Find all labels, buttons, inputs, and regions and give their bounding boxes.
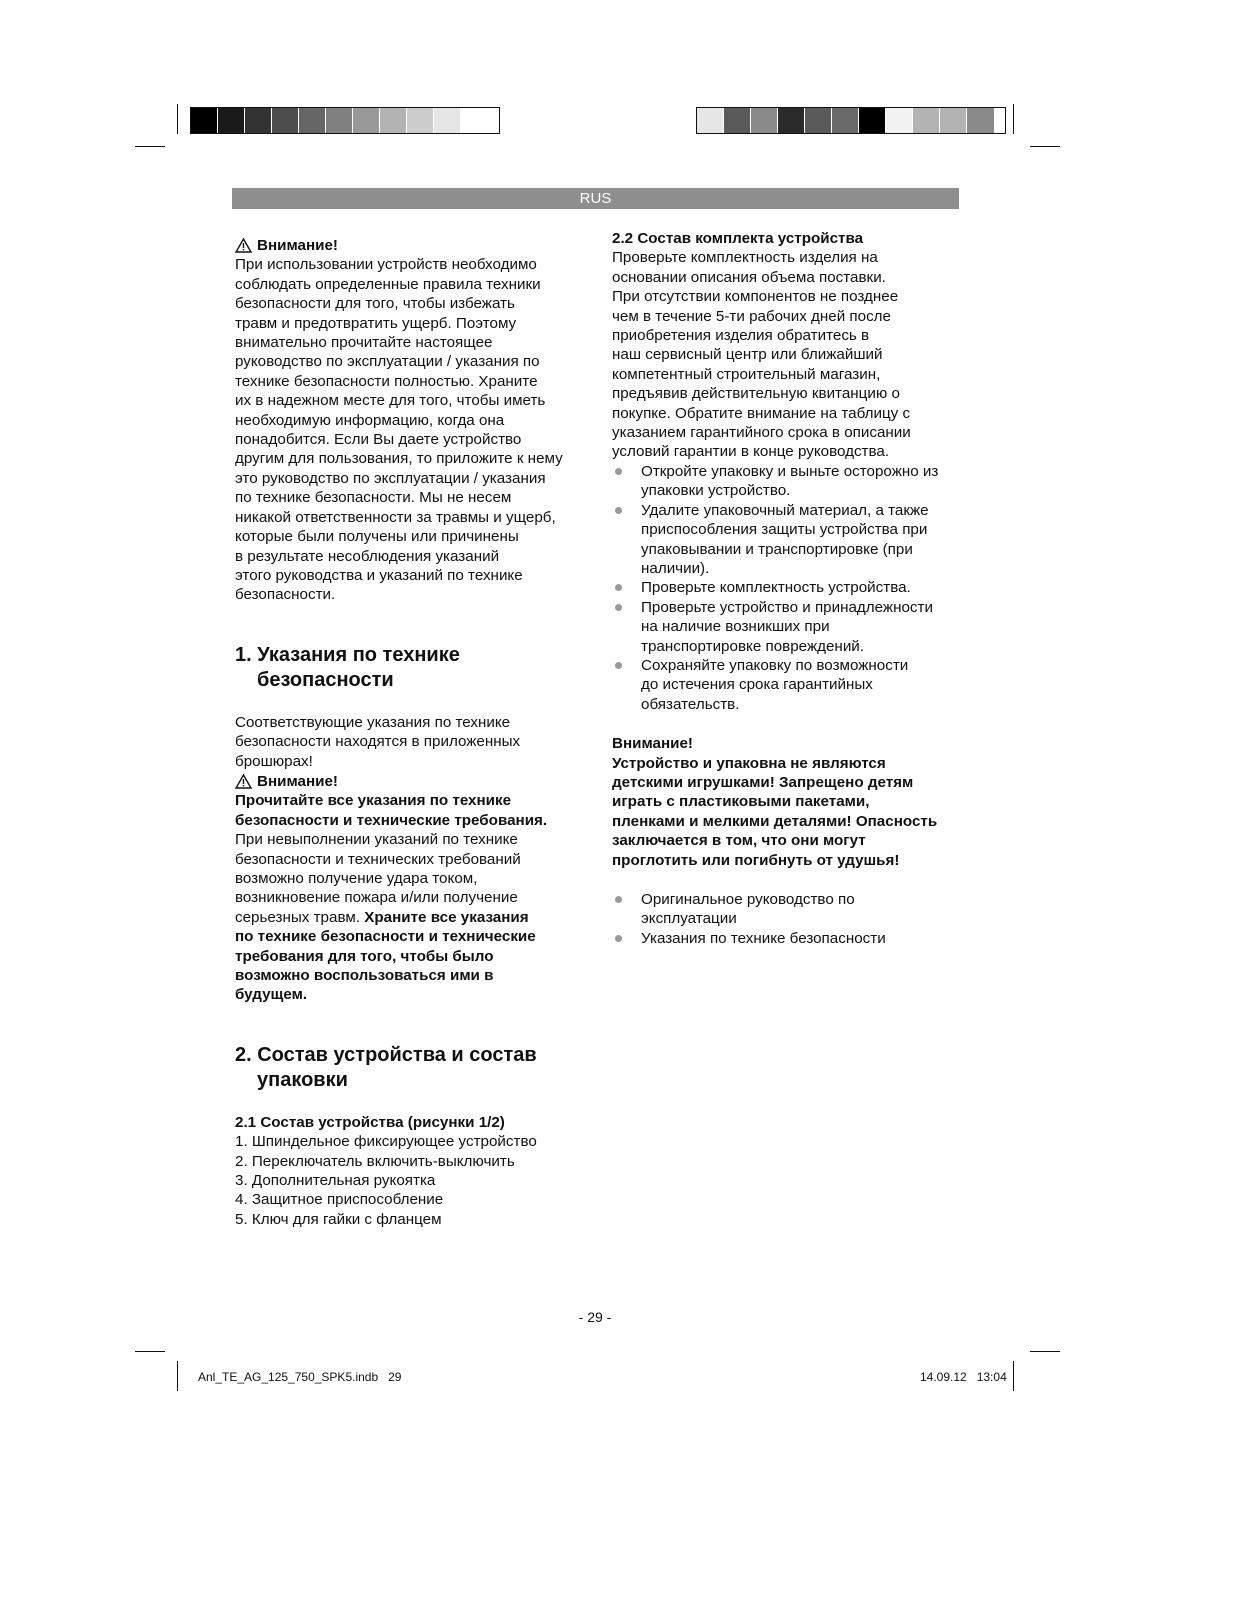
text-line: Оригинальное руководство по bbox=[641, 891, 855, 908]
list-item bbox=[612, 578, 972, 597]
crop-mark bbox=[177, 1361, 178, 1391]
text-line: никакой ответственности за травмы и ущерб, bbox=[235, 508, 556, 526]
section-title-line: 1. Указания по технике bbox=[235, 643, 460, 666]
text-line: безопасности и технических требований bbox=[235, 850, 521, 868]
language-bar: RUS bbox=[232, 188, 959, 209]
text-line: безопасности и технические требования. bbox=[235, 811, 548, 829]
text-line: которые были получены или причинены bbox=[235, 528, 519, 546]
section-text bbox=[235, 713, 595, 771]
text-line: Проверьте комплектность изделия на bbox=[612, 249, 878, 267]
warning-text bbox=[235, 255, 595, 604]
bullet-list bbox=[612, 462, 972, 714]
text-line: Удалите упаковочный материал, а также bbox=[641, 501, 929, 519]
left-column bbox=[235, 236, 595, 1229]
section-title-line: безопасности bbox=[257, 668, 394, 691]
text-line: упаковки устройство. bbox=[641, 482, 791, 500]
text-line: наш сервисный центр или ближайший bbox=[612, 346, 883, 364]
text-line: требования для того, чтобы было bbox=[235, 947, 494, 965]
color-swatch bbox=[940, 108, 967, 133]
list-item bbox=[612, 656, 972, 714]
list-item bbox=[612, 890, 972, 929]
text-line: предъявив действительную квитанцию о bbox=[612, 385, 900, 403]
text-line: Проверьте устройство и принадлежности bbox=[641, 598, 933, 616]
crop-mark bbox=[1013, 1361, 1014, 1391]
text-line: Проверьте комплектность устройства. bbox=[641, 579, 911, 597]
color-swatch bbox=[380, 108, 407, 133]
text-line: При невыполнении указаний по технике bbox=[235, 831, 518, 849]
text-line: по технике безопасности. Мы не несем bbox=[235, 489, 512, 507]
text-line: этого руководства и указаний по технике bbox=[235, 566, 523, 584]
warning-text-bold: Храните все указания bbox=[364, 908, 529, 926]
list-item: 1. Шпиндельное фиксирующее устройство bbox=[235, 1133, 537, 1151]
text-line: пленками и мелкими деталями! Опасность bbox=[612, 812, 938, 830]
text-line: условий гарантии в конце руководства. bbox=[612, 443, 890, 461]
warning-title: Внимание! bbox=[257, 772, 338, 790]
text-line: Устройство и упаковна не являются bbox=[612, 754, 886, 772]
text-line: другим для пользования, то приложите к нему bbox=[235, 450, 563, 468]
text-line: в результате несоблюдения указаний bbox=[235, 547, 500, 565]
text-line: их в надежном месте для того, чтобы иметь bbox=[235, 392, 546, 410]
section-heading-2 bbox=[235, 1043, 595, 1093]
warning-triangle-icon bbox=[235, 238, 252, 253]
list-item: 2. Переключатель включить-выключить bbox=[235, 1152, 515, 1170]
warning-heading bbox=[235, 236, 595, 255]
color-swatch bbox=[272, 108, 299, 133]
color-swatch bbox=[913, 108, 940, 133]
color-calibration-bar-right bbox=[696, 107, 1006, 134]
text-line: на наличие возникших при bbox=[641, 618, 830, 636]
text-line: безопасности. bbox=[235, 586, 336, 604]
warning-bold-text bbox=[612, 754, 972, 870]
text-line: покупке. Обратите внимание на таблицу с bbox=[612, 404, 911, 422]
color-swatch bbox=[751, 108, 778, 133]
page-number: - 29 - bbox=[578, 1309, 612, 1325]
subsection-title: 2.1 Состав устройства (рисунки 1/2) bbox=[235, 1113, 505, 1131]
color-swatch bbox=[859, 108, 886, 133]
text-line: обязательств. bbox=[641, 695, 740, 713]
color-swatch bbox=[778, 108, 805, 133]
color-swatch bbox=[299, 108, 326, 133]
list-item bbox=[612, 929, 972, 948]
bullet-list bbox=[612, 890, 972, 948]
crop-mark bbox=[1030, 1351, 1060, 1352]
text-line: соблюдать определенные правила техники bbox=[235, 275, 541, 293]
text-line: проглотить или погибнуть от удушья! bbox=[612, 851, 900, 869]
list-item: 5. Ключ для гайки с фланцем bbox=[235, 1210, 442, 1228]
text-line: до истечения срока гарантийных bbox=[641, 676, 873, 694]
text-line: это руководство по эксплуатации / указания bbox=[235, 469, 546, 487]
color-swatch bbox=[407, 108, 434, 133]
color-swatch bbox=[326, 108, 353, 133]
text-line: транспортировке повреждений. bbox=[641, 637, 864, 655]
warning-text-plain: серьезных травм. bbox=[235, 908, 365, 926]
section-heading-1 bbox=[235, 643, 595, 693]
text-line: наличии). bbox=[641, 559, 710, 577]
list-item bbox=[612, 501, 972, 579]
text-line: компетентный строительный магазин, bbox=[612, 365, 881, 383]
text-line: заключается в том, что они могут bbox=[612, 832, 866, 850]
text-line: безопасности находятся в приложенных bbox=[235, 733, 521, 751]
list-item bbox=[612, 598, 972, 656]
color-swatch bbox=[805, 108, 832, 133]
warning-mixed-line bbox=[235, 908, 595, 927]
text-line: внимательно прочитайте настоящее bbox=[235, 334, 493, 352]
warning-bold-text bbox=[235, 927, 595, 1005]
text-line: чем в течение 5-ти рабочих дней после bbox=[612, 307, 891, 325]
color-swatch bbox=[724, 108, 751, 133]
list-item bbox=[612, 462, 972, 501]
color-swatch bbox=[353, 108, 380, 133]
text-line: детскими игрушками! Запрещено детям bbox=[612, 773, 914, 791]
section-title-line: 2. Состав устройства и состав bbox=[235, 1043, 537, 1066]
text-line: приспособления защиты устройства при bbox=[641, 521, 928, 539]
warning-title: Внимание! bbox=[612, 735, 693, 753]
crop-mark bbox=[177, 104, 178, 134]
text-line: основании описания объема поставки. bbox=[612, 268, 886, 286]
section-title-line: упаковки bbox=[257, 1068, 348, 1091]
text-line: необходимую информацию, когда она bbox=[235, 411, 505, 429]
text-line: Соответствующие указания по технике bbox=[235, 713, 511, 731]
color-swatch bbox=[967, 108, 994, 133]
subsection-title: 2.2 Состав комплекта устройства bbox=[612, 230, 864, 247]
text-line: по технике безопасности и технические bbox=[235, 928, 536, 946]
text-line: понадобится. Если Вы даете устройство bbox=[235, 431, 522, 449]
text-line: возможно получение удара током, bbox=[235, 869, 478, 887]
warning-triangle-icon bbox=[235, 774, 252, 789]
color-swatch bbox=[832, 108, 859, 133]
text-line: Прочитайте все указания по технике bbox=[235, 792, 512, 810]
text-line: играть с пластиковыми пакетами, bbox=[612, 793, 870, 811]
color-calibration-bar-left bbox=[190, 107, 500, 134]
text-line: безопасности для того, чтобы избежать bbox=[235, 295, 515, 313]
color-swatch bbox=[697, 108, 724, 133]
text-line: Сохраняйте упаковку по возможности bbox=[641, 656, 909, 674]
text-line: При использовании устройств необходимо bbox=[235, 256, 537, 274]
warning-text bbox=[235, 830, 595, 908]
warning-bold-text bbox=[235, 791, 595, 830]
text-line: брошюрах! bbox=[235, 752, 313, 770]
text-line: приобретения изделия обратитесь в bbox=[612, 327, 870, 345]
color-swatch bbox=[434, 108, 461, 133]
text-line: руководство по эксплуатации / указания по bbox=[235, 353, 540, 371]
color-swatch bbox=[245, 108, 272, 133]
text-line: упаковывании и транспортировке (при bbox=[641, 540, 913, 558]
text-line: возникновение пожара и/или получение bbox=[235, 889, 518, 907]
warning-title: Внимание! bbox=[257, 237, 338, 254]
footer-file: Anl_TE_AG_125_750_SPK5.indb 29 bbox=[198, 1370, 402, 1384]
color-swatch bbox=[886, 108, 913, 133]
list-item: 4. Защитное приспособление bbox=[235, 1191, 444, 1209]
text-line: Указания по технике безопасности bbox=[641, 929, 886, 947]
crop-mark bbox=[135, 146, 165, 147]
text-line: травм и предотвратить ущерб. Поэтому bbox=[235, 314, 517, 332]
color-swatch bbox=[218, 108, 245, 133]
footer-datetime: 14.09.12 13:04 bbox=[920, 1370, 1007, 1384]
subsection-text bbox=[612, 248, 972, 461]
color-swatch bbox=[461, 108, 488, 133]
parts-list bbox=[235, 1132, 595, 1229]
right-column bbox=[612, 229, 972, 948]
list-item: 3. Дополнительная рукоятка bbox=[235, 1172, 436, 1190]
text-line: возможно воспользоваться ими в bbox=[235, 967, 494, 984]
text-line: будущем. bbox=[235, 986, 308, 1004]
text-line: Откройте упаковку и выньте осторожно из bbox=[641, 462, 939, 480]
crop-mark bbox=[1013, 104, 1014, 134]
text-line: При отсутствии компонентов не позднее bbox=[612, 288, 899, 306]
crop-mark bbox=[1030, 146, 1060, 147]
warning-heading bbox=[235, 772, 595, 791]
crop-mark bbox=[135, 1351, 165, 1352]
text-line: технике безопасности полностью. Храните bbox=[235, 372, 538, 390]
text-line: эксплуатации bbox=[641, 910, 737, 928]
color-swatch bbox=[191, 108, 218, 133]
text-line: указанием гарантийного срока в описании bbox=[612, 424, 911, 442]
